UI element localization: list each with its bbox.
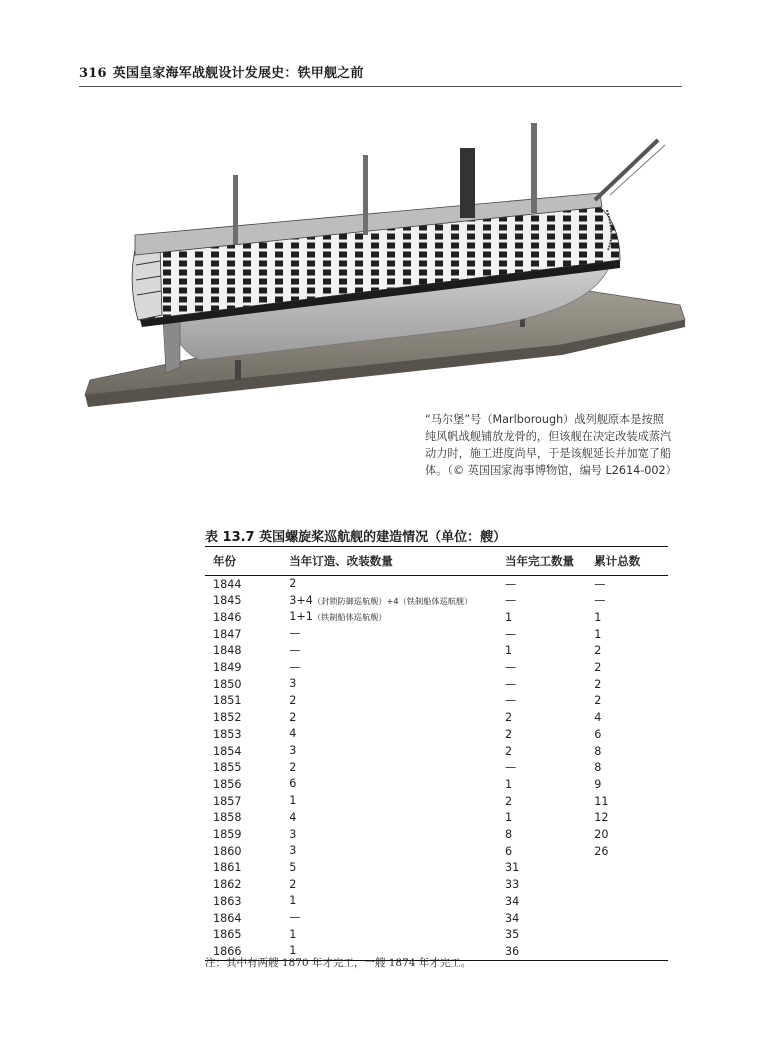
completed-cell: 2 bbox=[505, 727, 513, 741]
year-cell: 1848 bbox=[213, 644, 242, 658]
ordered-value: 1 bbox=[289, 927, 297, 941]
construction-table bbox=[205, 546, 668, 961]
completed-cell: — bbox=[505, 577, 517, 591]
col-header-completed: 当年完工数量 bbox=[505, 547, 594, 576]
ordered-cell bbox=[289, 693, 505, 710]
ordered-cell bbox=[289, 843, 505, 860]
ordered-cell bbox=[289, 877, 505, 894]
total-cell bbox=[594, 927, 668, 944]
completed-cell: 2 bbox=[505, 711, 513, 725]
book-title: 英国皇家海军战舰设计发展史：铁甲舰之前 bbox=[112, 66, 364, 81]
completed-cell: — bbox=[505, 677, 517, 691]
ordered-cell bbox=[289, 643, 505, 660]
completed-cell: 1 bbox=[505, 811, 513, 825]
ordered-value: 3 bbox=[289, 677, 297, 691]
figure-caption: “马尔堡”号（Marlborough）战列舰原本是按照纯风帆战舰铺放龙骨的，但该舰在决定改装成蒸汽动力时，施工进度尚早，于是该舰延长并加宽了船体。（© 英国国家海事博物馆，编号 L2614-002） bbox=[425, 413, 677, 477]
total-cell: 26 bbox=[594, 844, 609, 858]
table-row bbox=[205, 810, 668, 827]
year-cell: 1858 bbox=[213, 811, 242, 825]
ordered-value: 3 bbox=[289, 744, 297, 758]
ordered-value: 3 bbox=[289, 844, 297, 858]
completed-cell: 1 bbox=[505, 610, 513, 624]
ordered-cell bbox=[289, 910, 505, 927]
table-row bbox=[205, 843, 668, 860]
table-row bbox=[205, 743, 668, 760]
year-cell: 1859 bbox=[213, 828, 242, 842]
completed-cell: — bbox=[505, 694, 517, 708]
ordered-cell bbox=[289, 893, 505, 910]
total-cell bbox=[594, 910, 668, 927]
total-cell: — bbox=[594, 594, 606, 608]
table-row bbox=[205, 643, 668, 660]
completed-cell: 8 bbox=[505, 828, 513, 842]
total-cell: 1 bbox=[594, 627, 602, 641]
running-header bbox=[79, 62, 682, 87]
completed-cell: 34 bbox=[505, 911, 520, 925]
table-row bbox=[205, 776, 668, 793]
year-cell: 1860 bbox=[213, 844, 242, 858]
completed-cell: 1 bbox=[505, 644, 513, 658]
page-number: 316 bbox=[79, 66, 107, 81]
ordered-cell bbox=[289, 726, 505, 743]
table-row bbox=[205, 760, 668, 777]
ordered-note: （铁制船体巡航舰） bbox=[312, 612, 387, 623]
total-cell: 2 bbox=[594, 661, 602, 675]
table-footnote: 注：其中有两艘 1870 年才完工，一艘 1874 年才完工。 bbox=[205, 957, 472, 969]
table-row bbox=[205, 593, 668, 610]
table-row bbox=[205, 893, 668, 910]
year-cell: 1861 bbox=[213, 861, 242, 875]
ordered-cell bbox=[289, 676, 505, 693]
total-cell: 6 bbox=[594, 727, 602, 741]
year-cell: 1849 bbox=[213, 661, 242, 675]
total-cell: 8 bbox=[594, 761, 602, 775]
completed-cell: — bbox=[505, 627, 517, 641]
ordered-value: 2 bbox=[289, 577, 297, 590]
completed-cell: 34 bbox=[505, 894, 520, 908]
ordered-value: 2 bbox=[289, 760, 297, 774]
year-cell: 1851 bbox=[213, 694, 242, 708]
ordered-cell bbox=[289, 827, 505, 844]
ordered-value: 1+1 bbox=[289, 610, 313, 624]
total-cell bbox=[594, 893, 668, 910]
year-cell: 1847 bbox=[213, 627, 242, 641]
completed-cell: — bbox=[505, 661, 517, 675]
year-cell: 1855 bbox=[213, 761, 242, 775]
table-row bbox=[205, 927, 668, 944]
ordered-value: 5 bbox=[289, 860, 297, 874]
table-row bbox=[205, 877, 668, 894]
year-cell: 1866 bbox=[205, 943, 289, 960]
completed-cell: 1 bbox=[505, 777, 513, 791]
ordered-cell bbox=[289, 760, 505, 777]
year-cell: 1856 bbox=[213, 777, 242, 791]
year-cell: 1862 bbox=[213, 878, 242, 892]
total-cell: 2 bbox=[594, 694, 602, 708]
ordered-cell bbox=[289, 810, 505, 827]
total-cell bbox=[594, 860, 668, 877]
ordered-value: 4 bbox=[289, 810, 297, 824]
completed-cell: 31 bbox=[505, 861, 520, 875]
table-row bbox=[205, 860, 668, 877]
completed-cell: 35 bbox=[505, 928, 520, 942]
completed-cell: 2 bbox=[505, 744, 513, 758]
year-cell: 1845 bbox=[213, 594, 242, 608]
col-header-ordered: 当年订造、改装数量 bbox=[289, 547, 505, 576]
col-header-total: 累计总数 bbox=[594, 547, 668, 576]
total-cell: 8 bbox=[594, 744, 602, 758]
year-cell: 1844 bbox=[213, 577, 242, 591]
ordered-value: 4 bbox=[289, 727, 297, 741]
ordered-cell bbox=[289, 776, 505, 793]
ordered-cell bbox=[289, 860, 505, 877]
table-row bbox=[205, 660, 668, 677]
total-cell bbox=[594, 943, 668, 960]
ordered-cell bbox=[289, 593, 505, 610]
ordered-value: 1 bbox=[289, 944, 297, 958]
ordered-value: 6 bbox=[289, 777, 297, 791]
ordered-value: — bbox=[289, 911, 301, 925]
completed-cell: 33 bbox=[505, 878, 520, 892]
year-cell: 1853 bbox=[213, 727, 242, 741]
total-cell: 1 bbox=[594, 610, 602, 624]
total-cell: 2 bbox=[594, 644, 602, 658]
col-header-year: 年份 bbox=[205, 547, 289, 576]
ordered-value: 3 bbox=[289, 827, 297, 841]
table-body bbox=[205, 576, 668, 961]
completed-cell: — bbox=[505, 761, 517, 775]
ordered-cell bbox=[289, 927, 505, 944]
ordered-value: 3+4 bbox=[289, 593, 313, 607]
ordered-value: — bbox=[289, 627, 301, 641]
ordered-value: — bbox=[289, 643, 301, 657]
ordered-value: 1 bbox=[289, 794, 297, 808]
year-cell: 1846 bbox=[213, 610, 242, 624]
ordered-cell bbox=[289, 626, 505, 643]
table-row bbox=[205, 676, 668, 693]
completed-cell: 36 bbox=[505, 943, 594, 960]
table-row bbox=[205, 910, 668, 927]
year-cell: 1863 bbox=[213, 894, 242, 908]
table-title: 表 13.7 英国螺旋桨巡航舰的建造情况（单位：艘） bbox=[205, 530, 507, 545]
ordered-cell bbox=[289, 660, 505, 677]
table-header-row bbox=[205, 547, 668, 576]
ordered-cell bbox=[289, 609, 505, 626]
table-row bbox=[205, 609, 668, 626]
total-cell: 20 bbox=[594, 828, 609, 842]
ordered-cell bbox=[289, 576, 505, 593]
ordered-value: 2 bbox=[289, 710, 297, 724]
ordered-cell bbox=[289, 710, 505, 727]
total-cell: 12 bbox=[594, 811, 609, 825]
total-cell: 11 bbox=[594, 794, 609, 808]
ordered-value: 1 bbox=[289, 894, 297, 908]
completed-cell: 2 bbox=[505, 794, 513, 808]
ordered-value: 2 bbox=[289, 693, 297, 707]
year-cell: 1857 bbox=[213, 794, 242, 808]
table-row bbox=[205, 626, 668, 643]
total-cell bbox=[594, 877, 668, 894]
total-cell: — bbox=[594, 577, 606, 591]
year-cell: 1854 bbox=[213, 744, 242, 758]
year-cell: 1852 bbox=[213, 711, 242, 725]
completed-cell: — bbox=[505, 594, 517, 608]
ordered-cell bbox=[289, 793, 505, 810]
total-cell: 2 bbox=[594, 677, 602, 691]
ship-model-photo bbox=[80, 115, 690, 415]
total-cell: 4 bbox=[594, 711, 602, 725]
ordered-note: （封锁防御巡航舰）+4（铁制船体巡航舰） bbox=[312, 595, 473, 606]
ordered-value: — bbox=[289, 660, 301, 674]
year-cell: 1864 bbox=[213, 911, 242, 925]
table-row bbox=[205, 827, 668, 844]
total-cell: 9 bbox=[594, 777, 602, 791]
ordered-value: 2 bbox=[289, 877, 297, 891]
completed-cell: 6 bbox=[505, 844, 513, 858]
year-cell: 1850 bbox=[213, 677, 242, 691]
table-row bbox=[205, 726, 668, 743]
table-row bbox=[205, 576, 668, 593]
year-cell: 1865 bbox=[213, 928, 242, 942]
table-row bbox=[205, 693, 668, 710]
table-row bbox=[205, 710, 668, 727]
ordered-cell bbox=[289, 743, 505, 760]
table-row bbox=[205, 793, 668, 810]
